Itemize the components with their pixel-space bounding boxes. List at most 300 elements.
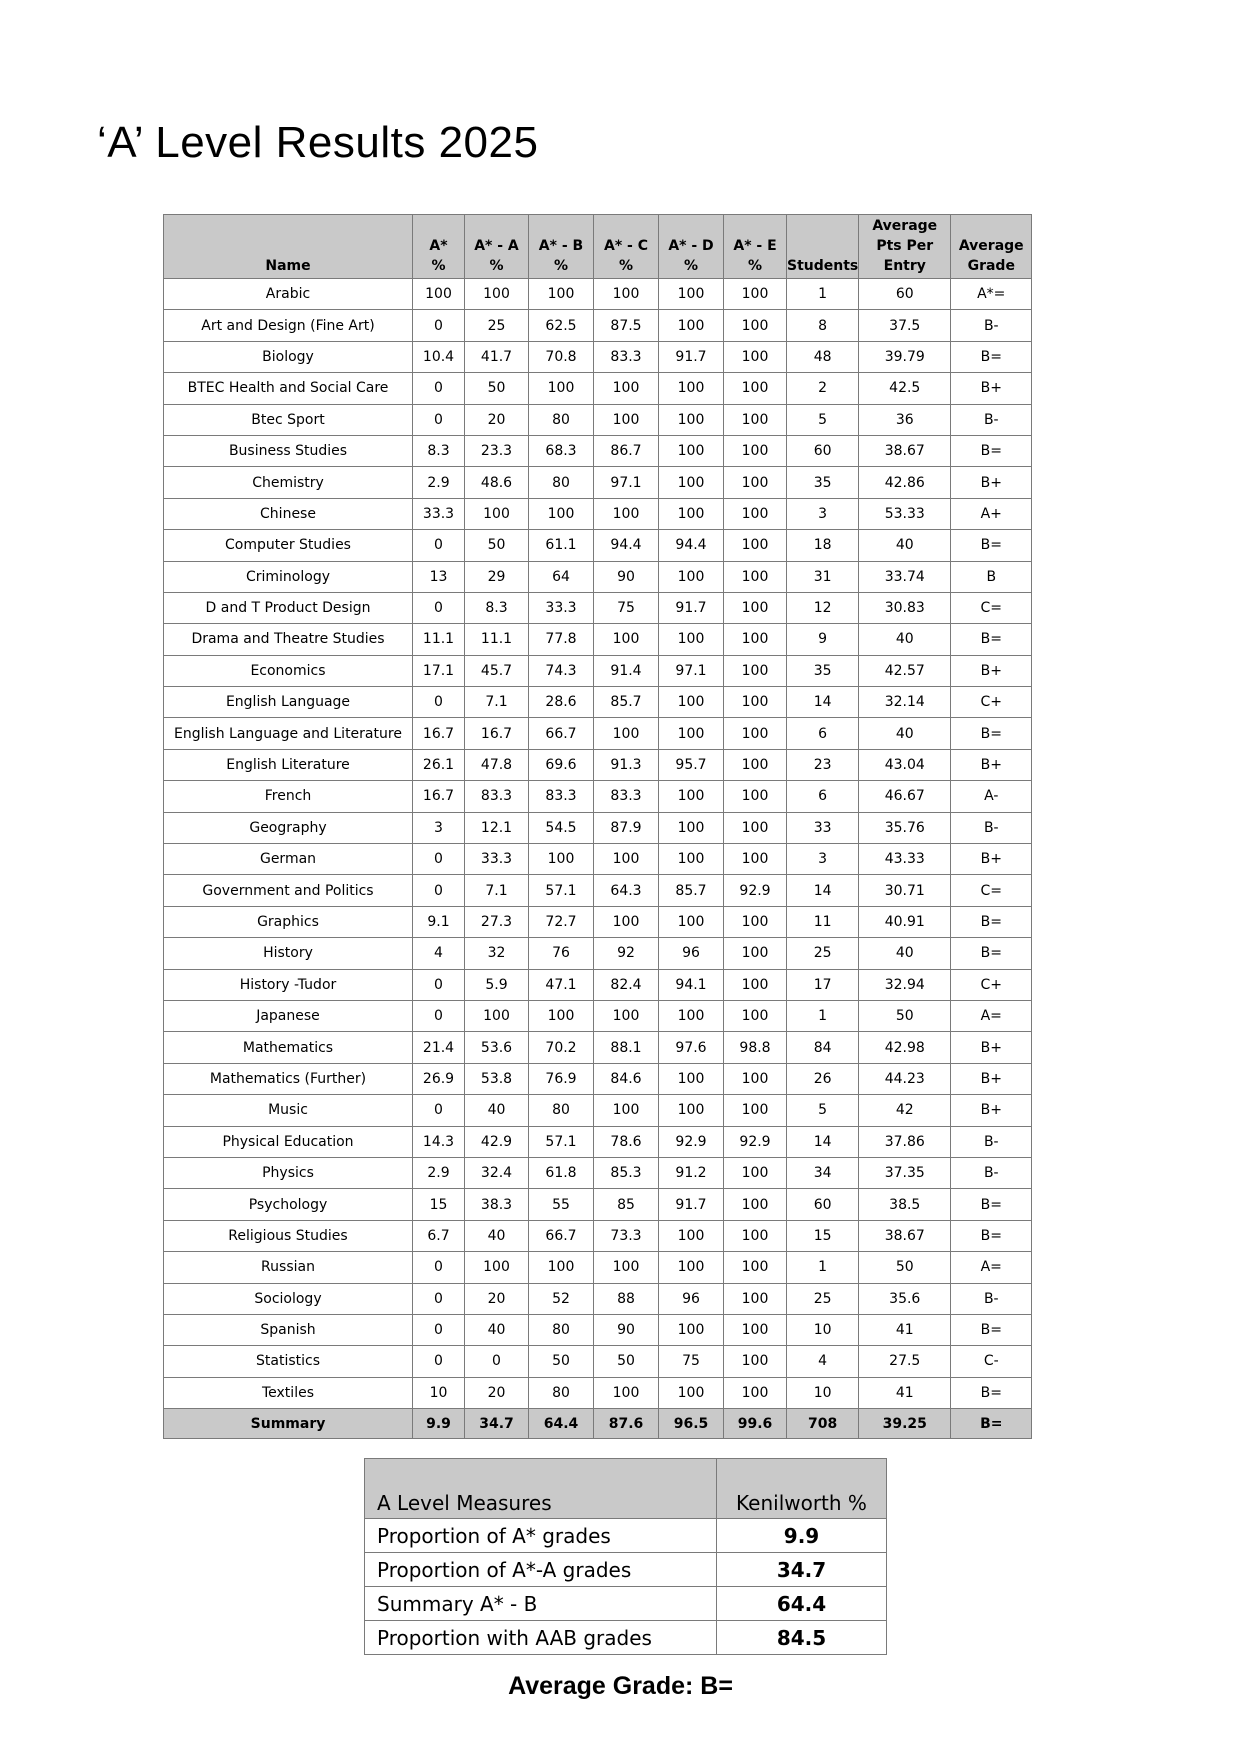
table-cell: 85.7	[594, 687, 659, 718]
table-cell: 100	[465, 498, 529, 529]
subject-name: Drama and Theatre Studies	[164, 624, 413, 655]
table-cell: 100	[659, 373, 724, 404]
subject-name: Physical Education	[164, 1126, 413, 1157]
table-cell: 42.57	[859, 655, 951, 686]
table-cell: 85.3	[594, 1157, 659, 1188]
table-cell: 53.8	[465, 1063, 529, 1094]
table-cell: 42.98	[859, 1032, 951, 1063]
table-cell: 100	[724, 906, 787, 937]
table-cell: B+	[951, 1063, 1032, 1094]
table-cell: 0	[413, 310, 465, 341]
table-cell: C=	[951, 875, 1032, 906]
summary-cell: 96.5	[659, 1409, 724, 1439]
table-cell: 100	[724, 310, 787, 341]
subject-name: Japanese	[164, 1000, 413, 1031]
results-body	[164, 279, 1032, 1409]
table-cell: 53.33	[859, 498, 951, 529]
table-cell: 83.3	[465, 781, 529, 812]
subject-name: Government and Politics	[164, 875, 413, 906]
measures-row	[365, 1553, 887, 1587]
table-cell: B=	[951, 906, 1032, 937]
subject-name: Biology	[164, 341, 413, 372]
table-row	[164, 310, 1032, 341]
table-cell: 36	[859, 404, 951, 435]
table-cell: B=	[951, 1377, 1032, 1408]
column-header-line	[951, 216, 1031, 236]
measures-row	[365, 1587, 887, 1621]
table-cell: 26.9	[413, 1063, 465, 1094]
table-cell: 100	[465, 279, 529, 310]
table-cell: 17.1	[413, 655, 465, 686]
measures-table	[364, 1458, 887, 1655]
subject-name: French	[164, 781, 413, 812]
column-header-line	[164, 236, 412, 256]
table-cell: 92.9	[659, 1126, 724, 1157]
table-cell: 10	[787, 1377, 859, 1408]
table-cell: 0	[413, 1252, 465, 1283]
table-cell: 75	[659, 1346, 724, 1377]
table-cell: 75	[594, 592, 659, 623]
table-cell: 96	[659, 1283, 724, 1314]
table-cell: 100	[724, 938, 787, 969]
table-cell: B+	[951, 749, 1032, 780]
table-cell: 0	[413, 404, 465, 435]
subject-name: English Literature	[164, 749, 413, 780]
table-cell: 80	[529, 1314, 594, 1345]
table-cell: 2.9	[413, 467, 465, 498]
table-cell: 26.1	[413, 749, 465, 780]
table-row	[164, 1314, 1032, 1345]
table-cell: 1	[787, 1000, 859, 1031]
table-cell: A-	[951, 781, 1032, 812]
table-cell: 14	[787, 875, 859, 906]
table-cell: 5	[787, 1095, 859, 1126]
table-cell: 100	[724, 1095, 787, 1126]
table-cell: 94.1	[659, 969, 724, 1000]
table-cell: 100	[529, 498, 594, 529]
column-header-line: A* - C	[604, 238, 648, 254]
table-cell: 100	[659, 467, 724, 498]
results-summary-row	[164, 1409, 1032, 1439]
table-cell: 32	[465, 938, 529, 969]
subject-name: English Language	[164, 687, 413, 718]
table-cell: 100	[465, 1252, 529, 1283]
subject-name: Mathematics (Further)	[164, 1063, 413, 1094]
table-cell: 44.23	[859, 1063, 951, 1094]
table-cell: 100	[659, 1095, 724, 1126]
table-cell: 100	[659, 1252, 724, 1283]
table-cell: 40	[465, 1314, 529, 1345]
table-cell: 100	[724, 373, 787, 404]
table-cell: 14	[787, 1126, 859, 1157]
table-cell: 97.1	[659, 655, 724, 686]
table-cell: 40.91	[859, 906, 951, 937]
table-cell: B=	[951, 341, 1032, 372]
table-cell: 100	[659, 906, 724, 937]
table-cell: 8.3	[465, 592, 529, 623]
column-header-line	[529, 216, 593, 236]
table-cell: 43.33	[859, 844, 951, 875]
table-cell: 9.1	[413, 906, 465, 937]
table-cell: 85	[594, 1189, 659, 1220]
subject-name: History -Tudor	[164, 969, 413, 1000]
column-header	[951, 215, 1032, 279]
table-cell: 40	[859, 530, 951, 561]
table-cell: 68.3	[529, 435, 594, 466]
table-cell: 73.3	[594, 1220, 659, 1251]
table-cell: 91.2	[659, 1157, 724, 1188]
table-cell: 16.7	[413, 718, 465, 749]
table-cell: 50	[465, 373, 529, 404]
subject-name: Btec Sport	[164, 404, 413, 435]
table-cell: 86.7	[594, 435, 659, 466]
table-cell: 100	[659, 561, 724, 592]
summary-cell: 87.6	[594, 1409, 659, 1439]
measure-value: 9.9	[717, 1519, 887, 1553]
table-cell: 33.3	[465, 844, 529, 875]
table-cell: 96	[659, 938, 724, 969]
table-cell: 84	[787, 1032, 859, 1063]
table-row	[164, 906, 1032, 937]
table-cell: 100	[659, 718, 724, 749]
measure-value: 64.4	[717, 1587, 887, 1621]
table-cell: 10	[787, 1314, 859, 1345]
table-cell: B-	[951, 310, 1032, 341]
table-cell: 32.14	[859, 687, 951, 718]
subject-name: Graphics	[164, 906, 413, 937]
column-header-line	[465, 216, 528, 236]
table-cell: 100	[724, 969, 787, 1000]
table-cell: 100	[659, 687, 724, 718]
table-cell: 11.1	[413, 624, 465, 655]
table-cell: B=	[951, 624, 1032, 655]
table-row	[164, 467, 1032, 498]
column-header	[594, 215, 659, 279]
table-cell: 70.2	[529, 1032, 594, 1063]
table-cell: 8	[787, 310, 859, 341]
table-cell: 76	[529, 938, 594, 969]
table-cell: 100	[724, 812, 787, 843]
table-cell: 90	[594, 1314, 659, 1345]
table-cell: 100	[659, 310, 724, 341]
table-cell: 40	[859, 624, 951, 655]
table-cell: B+	[951, 1095, 1032, 1126]
table-cell: C+	[951, 687, 1032, 718]
table-cell: 100	[724, 279, 787, 310]
table-cell: 42.5	[859, 373, 951, 404]
column-header-line: Students	[787, 258, 859, 274]
table-cell: 76.9	[529, 1063, 594, 1094]
table-cell: 100	[724, 1252, 787, 1283]
table-row	[164, 1252, 1032, 1283]
table-cell: 64.3	[594, 875, 659, 906]
table-row	[164, 561, 1032, 592]
table-cell: 11	[787, 906, 859, 937]
table-cell: 12	[787, 592, 859, 623]
subject-name: Business Studies	[164, 435, 413, 466]
table-cell: 88.1	[594, 1032, 659, 1063]
table-cell: 66.7	[529, 1220, 594, 1251]
table-row	[164, 435, 1032, 466]
table-cell: 100	[724, 1283, 787, 1314]
table-cell: B=	[951, 435, 1032, 466]
subject-name: Statistics	[164, 1346, 413, 1377]
column-header-line	[724, 216, 786, 236]
table-cell: B-	[951, 1283, 1032, 1314]
table-cell: 80	[529, 467, 594, 498]
table-cell: 10	[413, 1377, 465, 1408]
table-cell: 100	[659, 781, 724, 812]
table-cell: 88	[594, 1283, 659, 1314]
table-cell: 62.5	[529, 310, 594, 341]
table-cell: 100	[659, 435, 724, 466]
table-cell: 0	[413, 1314, 465, 1345]
column-header-line: %	[683, 258, 699, 274]
table-row	[164, 781, 1032, 812]
table-cell: 0	[413, 530, 465, 561]
summary-cell: B=	[951, 1409, 1032, 1439]
table-cell: 40	[859, 718, 951, 749]
table-cell: 20	[465, 1283, 529, 1314]
column-header-line	[787, 236, 858, 256]
table-cell: 47.8	[465, 749, 529, 780]
table-cell: 20	[465, 1377, 529, 1408]
table-cell: 4	[787, 1346, 859, 1377]
table-cell: 83.3	[594, 781, 659, 812]
table-cell: 0	[413, 687, 465, 718]
table-cell: 87.9	[594, 812, 659, 843]
column-header-line: Entry	[883, 258, 926, 274]
column-header-line	[164, 216, 412, 236]
table-cell: 0	[413, 969, 465, 1000]
measure-label: Summary A* - B	[365, 1587, 717, 1621]
table-cell: 87.5	[594, 310, 659, 341]
table-row	[164, 1000, 1032, 1031]
table-cell: 35	[787, 467, 859, 498]
table-cell: 100	[724, 1000, 787, 1031]
table-cell: 1	[787, 1252, 859, 1283]
column-header-line: Grade	[967, 258, 1015, 274]
table-cell: 15	[413, 1189, 465, 1220]
table-row	[164, 1283, 1032, 1314]
table-cell: 40	[465, 1095, 529, 1126]
table-cell: 0	[413, 1346, 465, 1377]
column-header-line	[413, 216, 464, 236]
table-cell: 41	[859, 1314, 951, 1345]
column-header-line: Average	[872, 218, 938, 234]
table-cell: 29	[465, 561, 529, 592]
table-cell: 21.4	[413, 1032, 465, 1063]
table-row	[164, 1126, 1032, 1157]
table-cell: 16.7	[413, 781, 465, 812]
table-cell: 95.7	[659, 749, 724, 780]
table-cell: 7.1	[465, 875, 529, 906]
table-cell: 100	[724, 655, 787, 686]
table-cell: 55	[529, 1189, 594, 1220]
table-cell: 50	[859, 1252, 951, 1283]
table-cell: 0	[465, 1346, 529, 1377]
column-header	[465, 215, 529, 279]
table-cell: 57.1	[529, 875, 594, 906]
table-cell: 2.9	[413, 1157, 465, 1188]
subject-name: Chinese	[164, 498, 413, 529]
subject-name: Russian	[164, 1252, 413, 1283]
subject-name: German	[164, 844, 413, 875]
measure-value: 84.5	[717, 1621, 887, 1655]
table-cell: A=	[951, 1252, 1032, 1283]
measures-header-value: Kenilworth %	[717, 1459, 887, 1519]
table-cell: 100	[724, 404, 787, 435]
table-cell: 27.5	[859, 1346, 951, 1377]
table-cell: 11.1	[465, 624, 529, 655]
table-cell: 80	[529, 404, 594, 435]
column-header-line: %	[489, 258, 504, 274]
table-cell: C+	[951, 969, 1032, 1000]
table-cell: 72.7	[529, 906, 594, 937]
table-cell: B=	[951, 1189, 1032, 1220]
table-cell: 100	[594, 718, 659, 749]
table-cell: B+	[951, 1032, 1032, 1063]
table-cell: 91.7	[659, 1189, 724, 1220]
table-cell: 5.9	[465, 969, 529, 1000]
measure-label: Proportion of A* grades	[365, 1519, 717, 1553]
subject-name: Economics	[164, 655, 413, 686]
subject-name: D and T Product Design	[164, 592, 413, 623]
table-cell: 100	[724, 1157, 787, 1188]
table-cell: 6	[787, 718, 859, 749]
table-cell: 7.1	[465, 687, 529, 718]
table-cell: 82.4	[594, 969, 659, 1000]
table-cell: 78.6	[594, 1126, 659, 1157]
table-cell: 35	[787, 655, 859, 686]
table-row	[164, 1032, 1032, 1063]
measures-header-row	[365, 1459, 887, 1519]
column-header	[787, 215, 859, 279]
table-cell: 30.71	[859, 875, 951, 906]
table-cell: 38.67	[859, 1220, 951, 1251]
table-cell: 52	[529, 1283, 594, 1314]
table-cell: 13	[413, 561, 465, 592]
table-cell: 45.7	[465, 655, 529, 686]
table-cell: 100	[529, 844, 594, 875]
table-cell: 0	[413, 1095, 465, 1126]
summary-cell: 708	[787, 1409, 859, 1439]
table-cell: 98.8	[724, 1032, 787, 1063]
table-cell: 100	[659, 279, 724, 310]
table-cell: 0	[413, 844, 465, 875]
page-title: ‘A’ Level Results 2025	[97, 118, 539, 167]
table-cell: 100	[724, 1346, 787, 1377]
column-header-line: A* - D	[668, 238, 714, 254]
table-cell: 80	[529, 1377, 594, 1408]
results-header-row	[164, 215, 1032, 279]
table-cell: B	[951, 561, 1032, 592]
column-header-line: A* - E	[733, 238, 777, 254]
table-cell: B-	[951, 1126, 1032, 1157]
table-cell: 1	[787, 279, 859, 310]
column-header	[413, 215, 465, 279]
table-cell: 100	[529, 279, 594, 310]
table-cell: 10.4	[413, 341, 465, 372]
table-cell: 100	[724, 530, 787, 561]
table-row	[164, 969, 1032, 1000]
subject-name: Computer Studies	[164, 530, 413, 561]
table-cell: 38.3	[465, 1189, 529, 1220]
table-cell: 90	[594, 561, 659, 592]
table-cell: 100	[724, 1377, 787, 1408]
table-cell: 33.3	[413, 498, 465, 529]
table-cell: A+	[951, 498, 1032, 529]
summary-cell: 39.25	[859, 1409, 951, 1439]
table-row	[164, 404, 1032, 435]
table-cell: B=	[951, 938, 1032, 969]
table-row	[164, 1220, 1032, 1251]
table-row	[164, 655, 1032, 686]
table-cell: 100	[659, 1220, 724, 1251]
summary-label: Summary	[164, 1409, 413, 1439]
table-row	[164, 749, 1032, 780]
table-cell: 91.7	[659, 592, 724, 623]
table-row	[164, 812, 1032, 843]
table-cell: 92.9	[724, 1126, 787, 1157]
table-cell: 94.4	[594, 530, 659, 561]
table-cell: 100	[724, 687, 787, 718]
table-cell: 17	[787, 969, 859, 1000]
table-cell: B=	[951, 530, 1032, 561]
table-cell: 0	[413, 592, 465, 623]
table-cell: 32.94	[859, 969, 951, 1000]
table-cell: 100	[659, 624, 724, 655]
table-row	[164, 1157, 1032, 1188]
column-header-line: %	[553, 258, 569, 274]
table-cell: 77.8	[529, 624, 594, 655]
summary-cell: 99.6	[724, 1409, 787, 1439]
table-cell: 100	[529, 373, 594, 404]
table-row	[164, 1095, 1032, 1126]
table-cell: 100	[594, 498, 659, 529]
table-cell: 3	[787, 844, 859, 875]
table-cell: 25	[465, 310, 529, 341]
table-cell: A*=	[951, 279, 1032, 310]
table-cell: 100	[594, 373, 659, 404]
average-grade: Average Grade: B=	[508, 1672, 733, 1700]
table-cell: 27.3	[465, 906, 529, 937]
column-header	[724, 215, 787, 279]
summary-cell: 9.9	[413, 1409, 465, 1439]
column-header-line: Average	[958, 238, 1024, 254]
column-header	[529, 215, 594, 279]
table-cell: 100	[529, 1252, 594, 1283]
column-header-line: A* - A	[474, 238, 519, 254]
table-cell: 92.9	[724, 875, 787, 906]
column-header-line: A*	[429, 238, 448, 254]
subject-name: Sociology	[164, 1283, 413, 1314]
table-row	[164, 687, 1032, 718]
table-cell: 91.4	[594, 655, 659, 686]
table-row	[164, 530, 1032, 561]
table-cell: 50	[465, 530, 529, 561]
table-cell: 37.5	[859, 310, 951, 341]
table-cell: 61.8	[529, 1157, 594, 1188]
table-cell: 80	[529, 1095, 594, 1126]
table-cell: 100	[659, 1063, 724, 1094]
table-cell: 42	[859, 1095, 951, 1126]
table-cell: 66.7	[529, 718, 594, 749]
table-cell: 83.3	[594, 341, 659, 372]
table-cell: 100	[724, 498, 787, 529]
table-row	[164, 1063, 1032, 1094]
subject-name: English Language and Literature	[164, 718, 413, 749]
